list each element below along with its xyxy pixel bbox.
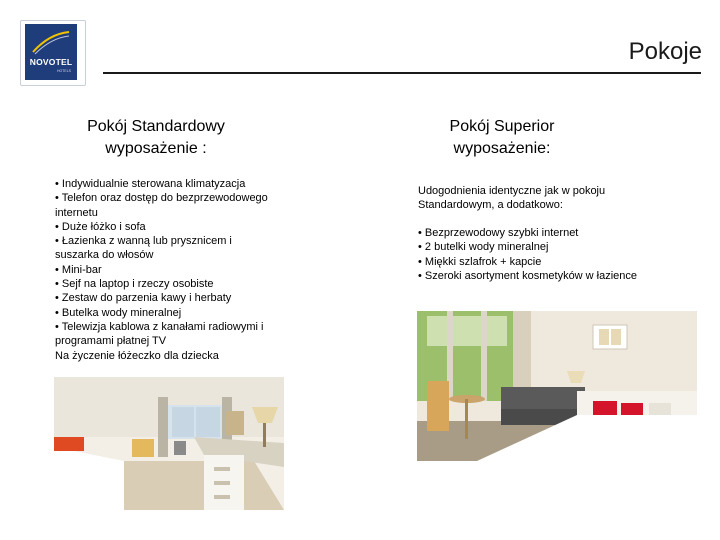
list-item: • Mini-bar (55, 263, 102, 276)
list-item: • Miękki szlafrok + kapcie (418, 255, 542, 268)
novotel-logo (20, 20, 86, 86)
superior-heading-line2: wyposażenie: (453, 140, 551, 157)
logo-swoosh-icon (31, 30, 71, 56)
superior-intro-line2: Standardowym, a dodatkowo: (418, 199, 563, 211)
list-item: programami płatnej TV (55, 335, 167, 348)
list-item: • Zestaw do parzenia kawy i herbaty (55, 292, 232, 305)
logo-badge (25, 24, 77, 80)
list-item: internetu (55, 206, 98, 219)
list-item: • Telefon oraz dostęp do bezprzewodowego (55, 192, 268, 205)
list-item: • Łazienka z wanną lub prysznicem i (55, 235, 232, 248)
superior-intro (418, 184, 668, 212)
list-item: suszarka do włosów (55, 249, 154, 262)
list-item: • Telewizja kablowa z kanałami radiowymi i (55, 320, 264, 333)
superior-heading-line1: Pokój Superior (449, 118, 555, 135)
logo-subtext: HOTELS (56, 69, 71, 73)
list-item: Na życzenie łóżeczko dla dziecka (55, 349, 219, 362)
superior-room-photo (417, 311, 697, 461)
list-item: • Bezprzewodowy szybki internet (418, 227, 579, 239)
footer-date: Jan 14, 2010 (648, 524, 683, 530)
list-item: • 2 butelki wody mineralnej (418, 241, 549, 254)
list-item: • Duże łóżko i sofa (55, 220, 146, 233)
list-item: • Szeroki asortyment kosmetyków w łazience (418, 269, 638, 282)
list-item: • Sejf na laptop i rzeczy osobiste (55, 278, 214, 291)
standard-room-heading (56, 116, 256, 160)
standard-room-photo (54, 377, 284, 510)
standard-heading-line1: Pokój Standardowy (87, 118, 225, 135)
footer-bar (0, 522, 720, 540)
list-item: • Indywidualnie sterowana klimatyzacja (55, 178, 246, 190)
list-item: • Butelka wody mineralnej (55, 306, 182, 319)
logo-text: NOVOTEL (29, 57, 73, 67)
page-title: Pokoje (628, 38, 702, 65)
title-divider (103, 72, 701, 74)
superior-room-heading (402, 116, 602, 160)
standard-amenities-list (55, 177, 295, 363)
superior-intro-line1: Udogodnienia identyczne jak w pokoju (418, 185, 606, 197)
superior-amenities-list (418, 226, 688, 283)
standard-heading-line2: wyposażenie : (105, 140, 207, 157)
